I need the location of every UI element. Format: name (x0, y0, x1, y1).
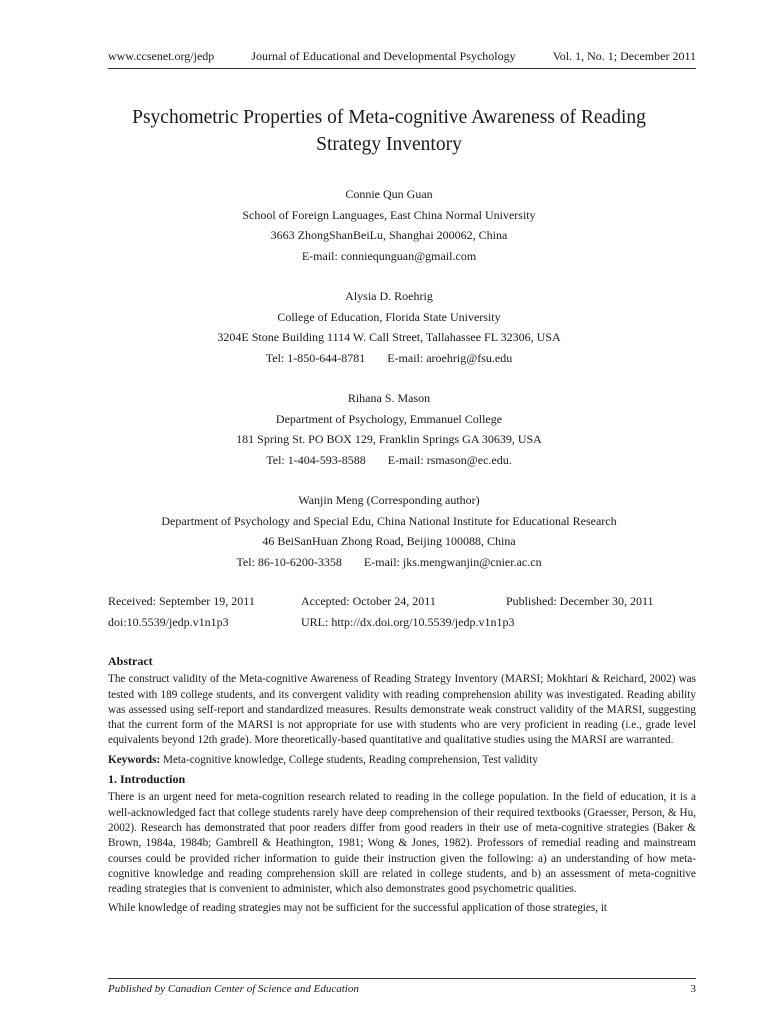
author-name: Wanjin Meng (Corresponding author) (298, 493, 480, 507)
author-list (100, 184, 678, 592)
page-number: 3 (690, 983, 696, 995)
main-text (108, 654, 696, 921)
paper-title (100, 104, 678, 158)
author-contact (100, 348, 678, 369)
title-line-2: Strategy Inventory (316, 134, 462, 155)
author-name: Alysia D. Roehrig (345, 289, 433, 303)
doi-text: doi:10.5539/jedp.v1n1p3 (108, 614, 229, 629)
author-block (100, 490, 678, 572)
author-block (100, 388, 678, 470)
footer-publisher: Published by Canadian Center of Science and Education (108, 983, 359, 995)
keywords-label: Keywords: (108, 753, 161, 766)
author-email: E-mail: jks.mengwanjin@cnier.ac.cn (363, 554, 542, 569)
dates-row (108, 591, 696, 612)
introduction-paragraph: There is an urgent need for meta-cognition research related to reading in the college population. In the field of education, it is a well-acknowledged fact that college students rarely have deep comprehension of their required textbooks (Graesser, Person, & Hu, 2002). Research has demonstrated that poor readers differ from good readers in their use of meta-cognitive strategies (Baker & Brown, 1984a, 1984b; Gambrell & Heathington, 1981; Wong & Jones, 1982). Professors of remedial reading and mainstream courses could be provided richer information to guide their instruction given the following: a) an understanding of how meta-cognitive knowledge and reading comprehension skill are related in college students, and b) an assessment of meta-cognitive reading strategies that is convenient to administer, which also demonstrates good psychometric qualities. (108, 791, 696, 896)
url-link[interactable]: URL: http://dx.doi.org/10.5539/jedp.v1n1p3 (301, 614, 515, 629)
author-email: E-mail: rsmason@ec.edu. (387, 452, 512, 467)
author-tel: Tel: 86-10-6200-3358 (236, 554, 342, 569)
introduction-paragraph: While knowledge of reading strategies may not be sufficient for the successful application of those strategies, it (108, 902, 608, 915)
author-tel: Tel: 1-404-593-8588 (266, 452, 366, 467)
author-tel: Tel: 1-850-644-8781 (265, 350, 366, 365)
author-name: Connie Qun Guan (345, 187, 433, 201)
author-affiliation: Department of Psychology, Emmanuel College (275, 411, 503, 426)
accepted-date: Accepted: October 24, 2011 (301, 594, 436, 608)
header-website: www.ccsenet.org/jedp (108, 49, 215, 63)
author-address: 181 Spring St. PO BOX 129, Franklin Springs GA 30639, USA (236, 432, 542, 446)
keywords-text: Meta-cognitive knowledge, College students, Reading comprehension, Test validity (163, 753, 538, 766)
author-address: 3204E Stone Building 1114 W. Call Street, Tallahassee FL 32306, USA (217, 330, 561, 344)
publication-dates (108, 591, 696, 632)
received-date: Received: September 19, 2011 (108, 594, 255, 608)
abstract-heading: Abstract (108, 654, 153, 668)
author-block (100, 286, 678, 368)
header-journal: Journal of Educational and Developmental Psychology (251, 49, 516, 63)
author-affiliation: School of Foreign Languages, East China Normal University (242, 207, 536, 222)
author-email: E-mail: aroehrig@fsu.edu (387, 350, 513, 365)
introduction-heading: 1. Introduction (108, 772, 186, 787)
author-contact (100, 552, 678, 573)
header-volume: Vol. 1, No. 1; December 2011 (552, 49, 696, 63)
author-name: Rihana S. Mason (347, 391, 431, 405)
identifiers-row (108, 612, 696, 633)
keywords (108, 753, 696, 768)
published-date: Published: December 30, 2011 (506, 594, 654, 608)
author-address: 3663 ZhongShanBeiLu, Shanghai 200062, China (270, 228, 508, 242)
author-address: 46 BeiSanHuan Zhong Road, Beijing 100088, China (262, 534, 516, 548)
author-email: E-mail: conniequnguan@gmail.com (301, 248, 477, 263)
author-block (100, 184, 678, 266)
author-affiliation: Department of Psychology and Special Edu, China National Institute for Educational Research (161, 513, 617, 528)
abstract-text: The construct validity of the Meta-cognitive Awareness of Reading Strategy Inventory (MARSI; Mokhtari & Reichard, 2002) was tested with 189 college students, and its convergent validity with reading comprehension ability was investigated. Reading ability was assessed using self-report and standardized measures. Results demonstrate weak construct validity of the MARSI, suggesting that the current form of the MARSI is not appropriate for use with students who are very proficient in reading (i.e., grade level equivalents beyond 12th grade). More theoretically-based quantitative and qualitative studies using the MARSI are warranted. (108, 673, 696, 747)
author-affiliation: College of Education, Florida State University (277, 309, 501, 324)
author-contact (100, 450, 678, 471)
running-header (108, 49, 696, 69)
page-footer (108, 978, 696, 995)
title-line-1: Psychometric Properties of Meta-cognitive Awareness of Reading (132, 107, 646, 128)
